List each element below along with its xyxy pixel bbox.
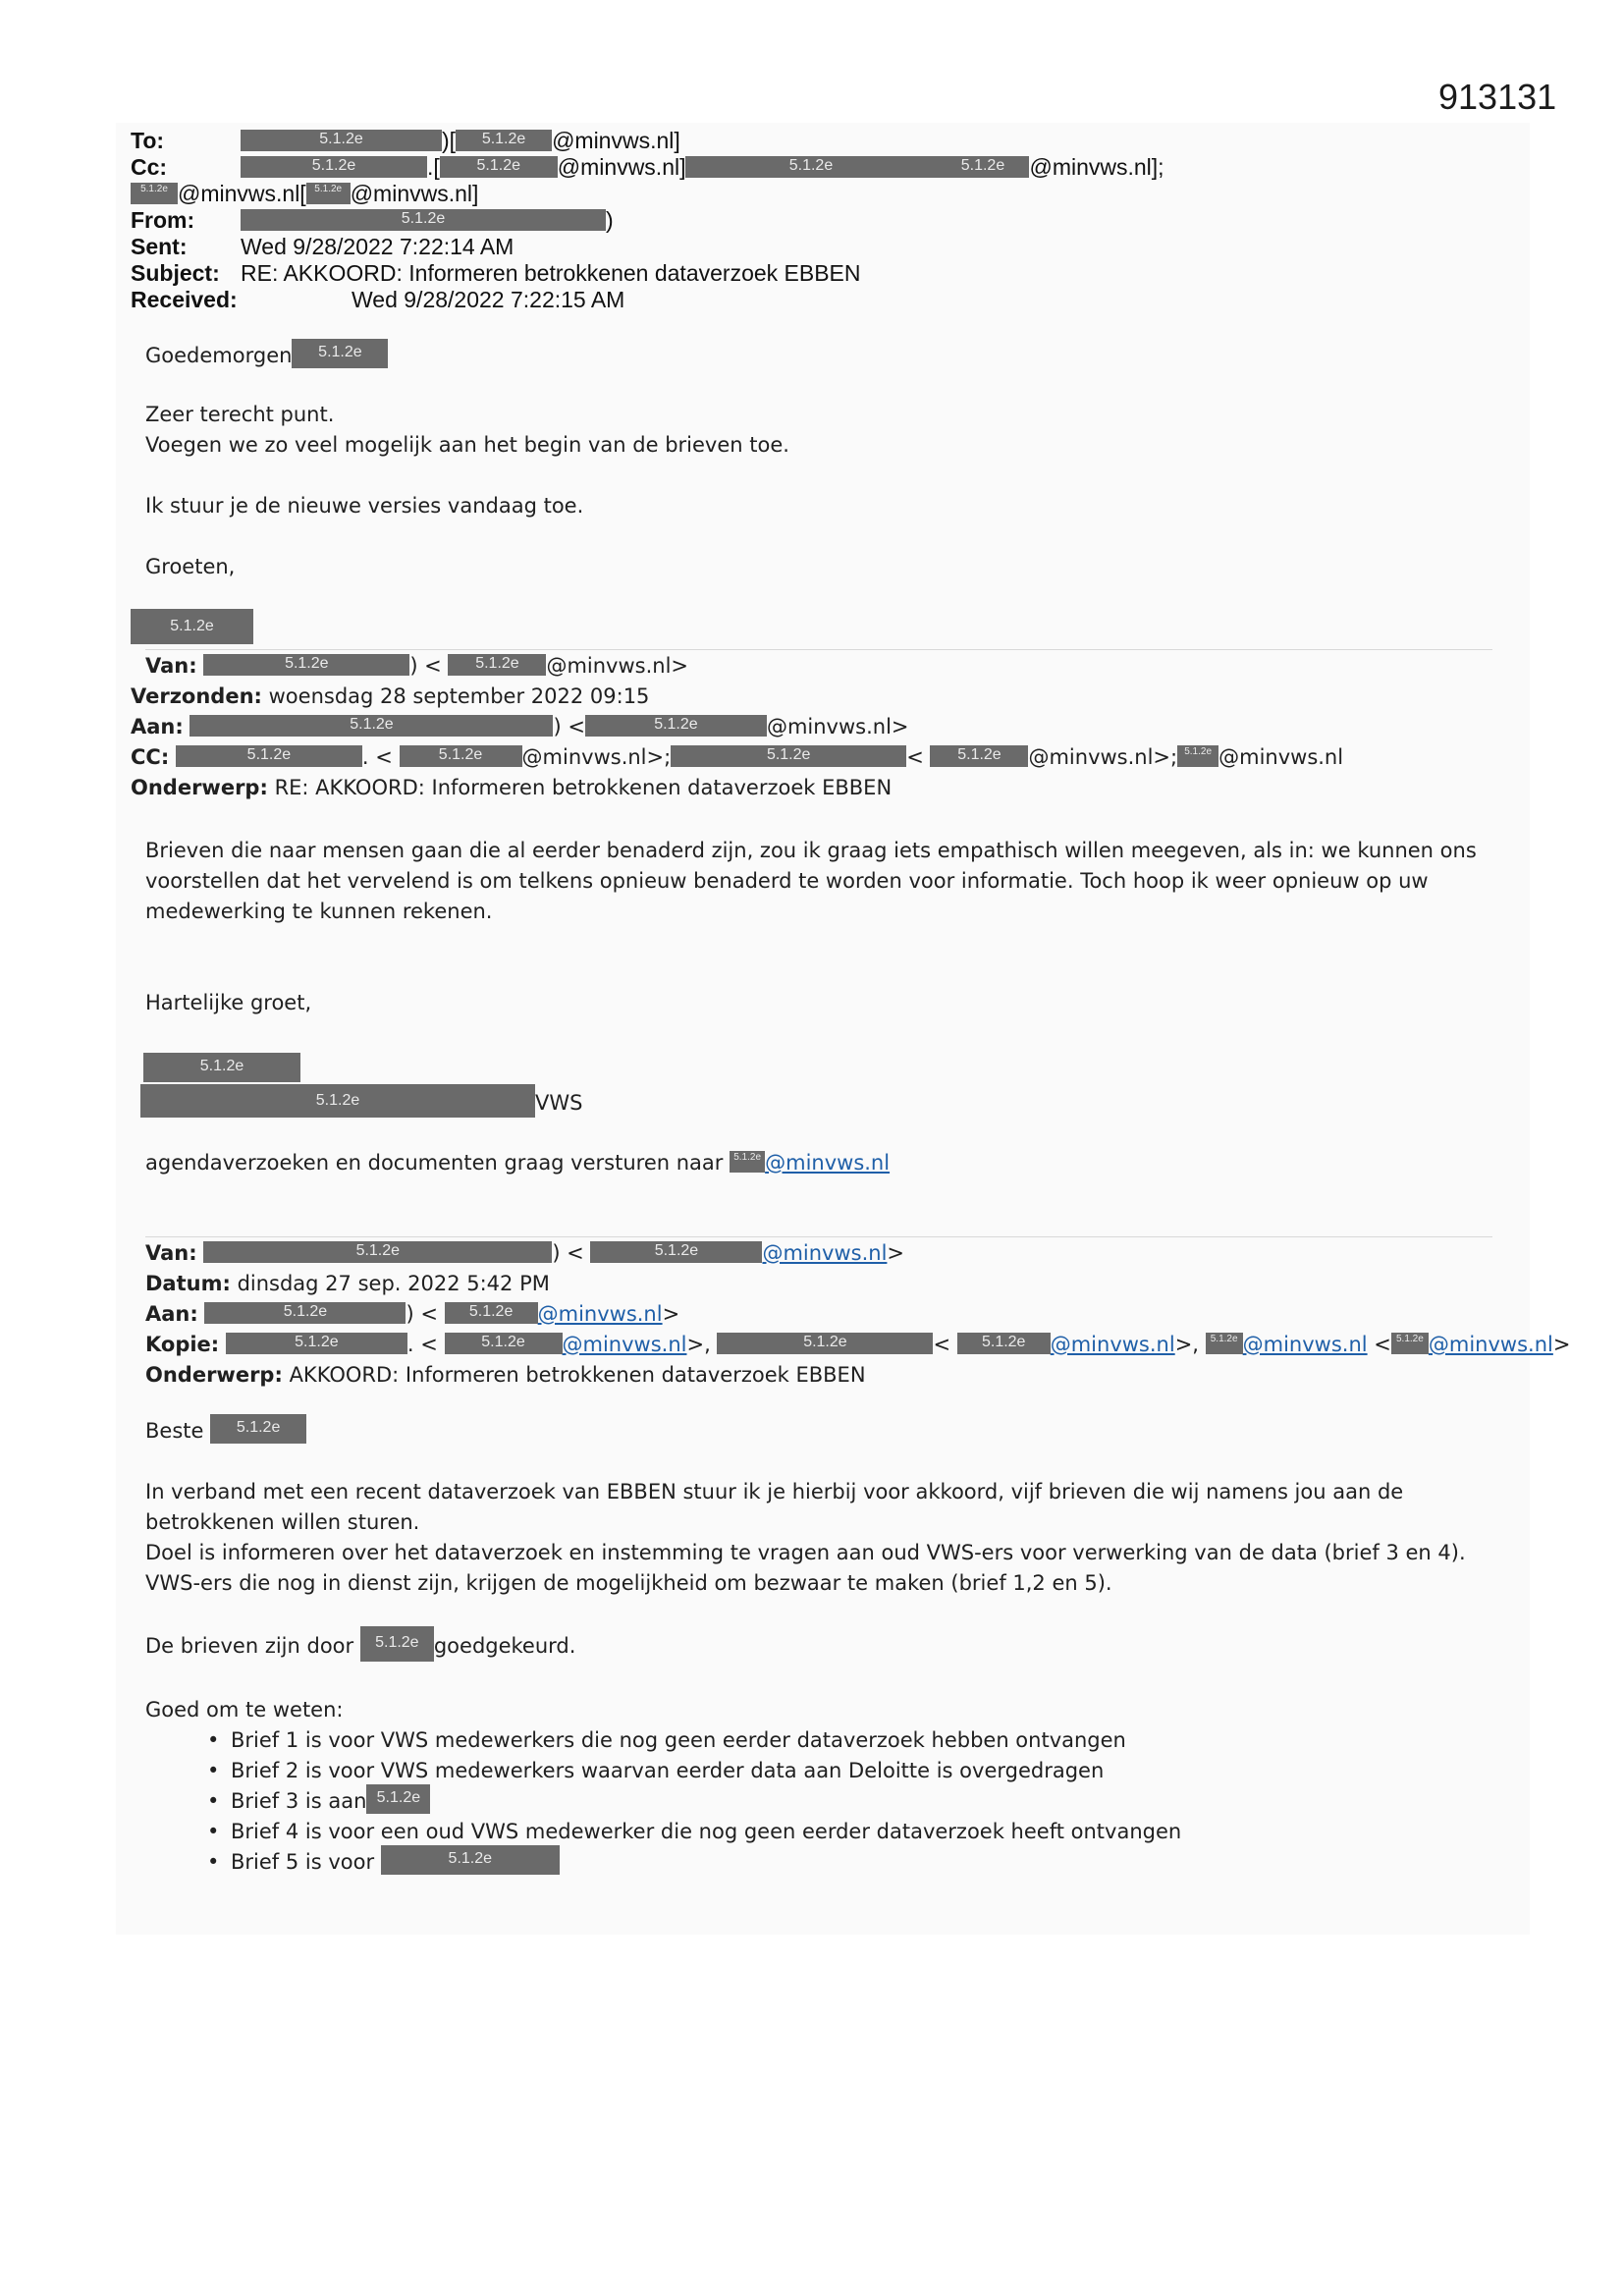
approval-line: De brieven zijn door 5.1.2e goedgekeurd. xyxy=(145,1629,1466,1665)
to-label: To: xyxy=(131,128,165,153)
redaction: 5.1.2e xyxy=(671,745,906,767)
separator xyxy=(145,1236,1492,1237)
redaction: 5.1.2e xyxy=(203,654,409,676)
body-line: Zeer terecht punt. xyxy=(145,403,335,426)
greeting: Goedemorgen 5.1.2e xyxy=(145,341,789,371)
separator xyxy=(145,649,1492,650)
agenda-email-link[interactable]: @minvws.nl xyxy=(765,1151,891,1175)
subject-value: RE: AKKOORD: Informeren betrokkenen dataverzoek EBBEN xyxy=(241,260,861,286)
message-1-body xyxy=(145,341,789,582)
body-line: Ik stuur je de nieuwe versies vandaag toe. xyxy=(145,494,584,518)
body-line: VWS-ers die nog in dienst zijn, krijgen de mogelijkheid om bezwaar te maken (brief 1,2 en 5). xyxy=(145,1571,1112,1595)
quoted-2-header xyxy=(145,1238,1570,1391)
body-line: voorstellen dat het vervelend is om telkens opnieuw benaderd te worden voor informatie. Toch hoop ik weer opnieuw op uw xyxy=(145,869,1429,893)
redaction: 5.1.2e xyxy=(360,1626,434,1662)
redaction: 5.1.2e xyxy=(366,1784,430,1814)
subject-row xyxy=(131,260,1535,287)
redaction: 5.1.2e xyxy=(717,1333,933,1354)
signature-redaction xyxy=(131,612,253,647)
redaction: 5.1.2e xyxy=(189,715,553,737)
body-line: medewerking te kunnen rekenen. xyxy=(145,900,493,923)
email-link[interactable]: @minvws.nl xyxy=(1428,1333,1553,1356)
redaction: 5.1.2e xyxy=(203,1241,552,1263)
redaction: 5.1.2e xyxy=(730,1151,765,1173)
email-link[interactable]: @minvws.nl xyxy=(537,1302,663,1326)
list-item: • Brief 4 is voor een oud VWS medewerker die nog geen eerder dataverzoek heeft ontvangen xyxy=(231,1817,1466,1847)
redaction: 5.1.2e xyxy=(445,1333,563,1354)
body-line: betrokkenen willen sturen. xyxy=(145,1510,420,1534)
signature-block xyxy=(143,1056,585,1121)
from-label: From: xyxy=(131,207,195,233)
cc-address-suffix: @minvws.nl]; xyxy=(1029,154,1164,180)
body-line: Voegen we zo veel mogelijk aan het begin van de brieven toe. xyxy=(145,433,789,457)
received-value: Wed 9/28/2022 7:22:15 AM xyxy=(352,287,625,312)
closing: Groeten, xyxy=(145,555,236,578)
email-link[interactable]: @minvws.nl xyxy=(762,1241,888,1265)
redaction: 5.1.2e xyxy=(176,745,362,767)
list-item: • Brief 2 is voor VWS medewerkers waarvan eerder data aan Deloitte is overgedragen xyxy=(231,1756,1466,1786)
quoted-1-header xyxy=(131,651,1343,803)
list-item: • Brief 5 is voor 5.1.2e xyxy=(231,1847,1466,1878)
sent-row xyxy=(131,234,1535,260)
redaction: 5.1.2e xyxy=(957,1333,1051,1354)
greeting: Beste 5.1.2e xyxy=(145,1416,1466,1447)
aan-row: Aan: 5.1.2e ) < 5.1.2e @minvws.nl> xyxy=(131,715,909,738)
redaction: 5.1.2e xyxy=(936,156,1029,178)
redaction: 5.1.2e xyxy=(204,1302,406,1324)
redaction: 5.1.2e xyxy=(140,1084,535,1118)
redaction: 5.1.2e xyxy=(292,339,388,368)
org-name: VWS xyxy=(535,1091,583,1115)
cc-address-suffix: @minvws.nl] xyxy=(557,154,686,180)
verzonden-row: Verzonden: woensdag 28 september 2022 09:15 xyxy=(131,684,650,708)
cc-address-suffix: @minvws.nl] xyxy=(350,181,479,206)
redaction: 5.1.2e xyxy=(1391,1333,1429,1354)
body-line: In verband met een recent dataverzoek van EBBEN stuur ik je hierbij voor akkoord, vijf brieven die wij namens jou aan de xyxy=(145,1480,1404,1503)
document-number: 913131 xyxy=(1438,77,1557,117)
cc-address-suffix: @minvws.nl[ xyxy=(178,181,306,206)
redaction: 5.1.2e xyxy=(226,1333,407,1354)
onderwerp-row: Onderwerp: AKKOORD: Informeren betrokkenen dataverzoek EBBEN xyxy=(145,1363,866,1387)
redaction: 5.1.2e xyxy=(930,745,1028,767)
cc-value-continued xyxy=(131,181,478,207)
kopie-row: Kopie: 5.1.2e . < 5.1.2e @minvws.nl>, 5.1.2e < 5.1.2e @minvws.nl>, 5.1.2e @minvws.nl < 5.1.2e @minvws.nl> xyxy=(145,1333,1571,1356)
list-item: • Brief 3 is aan 5.1.2e xyxy=(231,1786,1466,1817)
redaction: 5.1.2e xyxy=(306,183,351,204)
email-link[interactable]: @minvws.nl xyxy=(1242,1333,1368,1356)
aan-row: Aan: 5.1.2e ) < 5.1.2e @minvws.nl> xyxy=(145,1302,680,1326)
redaction: 5.1.2e xyxy=(381,1845,560,1875)
from-value: 5.1.2e ) xyxy=(241,207,614,234)
sent-value: Wed 9/28/2022 7:22:14 AM xyxy=(241,234,514,259)
van-row: Van: 5.1.2e ) < 5.1.2e @minvws.nl> xyxy=(145,654,689,678)
datum-row: Datum: dinsdag 27 sep. 2022 5:42 PM xyxy=(145,1272,550,1295)
subject-label: Subject: xyxy=(131,260,220,286)
cc-value: 5.1.2e .[ 5.1.2e @minvws.nl] 5.1.2e 5.1.2e @minvws.nl]; xyxy=(241,154,1164,181)
agenda-line: agendaverzoeken en documenten graag versturen naar 5.1.2e @minvws.nl xyxy=(145,1151,891,1175)
good-to-know: Goed om te weten: xyxy=(145,1698,344,1722)
to-address-suffix: @minvws.nl] xyxy=(552,128,680,153)
letter-list xyxy=(145,1725,1466,1878)
email-link[interactable]: @minvws.nl xyxy=(562,1333,687,1356)
cc-row: CC: 5.1.2e . < 5.1.2e @minvws.nl>; 5.1.2e < 5.1.2e @minvws.nl>; 5.1.2e @minvws.nl xyxy=(131,745,1344,769)
redaction: 5.1.2e xyxy=(241,156,427,178)
received-row xyxy=(131,287,1535,313)
cc-label: Cc: xyxy=(131,154,168,180)
redaction: 5.1.2e xyxy=(585,715,767,737)
redaction: 5.1.2e xyxy=(456,130,552,151)
redaction: 5.1.2e xyxy=(1206,1333,1243,1354)
list-item: • Brief 1 is voor VWS medewerkers die nog geen eerder dataverzoek hebben ontvangen xyxy=(231,1725,1466,1756)
redaction: 5.1.2e xyxy=(590,1241,762,1263)
received-label: Received: xyxy=(131,287,238,312)
to-value: 5.1.2e )[ 5.1.2e @minvws.nl] xyxy=(241,128,680,154)
redaction: 5.1.2e xyxy=(131,183,178,204)
redaction: 5.1.2e xyxy=(210,1414,306,1444)
sent-label: Sent: xyxy=(131,234,188,259)
redaction: 5.1.2e xyxy=(241,130,442,151)
redaction: 5.1.2e xyxy=(445,1302,538,1324)
quoted-2-body xyxy=(145,1416,1466,1878)
to-row xyxy=(131,128,1535,154)
email-link[interactable]: @minvws.nl xyxy=(1050,1333,1175,1356)
email-header xyxy=(131,128,1535,313)
redaction: 5.1.2e xyxy=(131,609,253,644)
van-row: Van: 5.1.2e ) < 5.1.2e @minvws.nl> xyxy=(145,1241,905,1265)
onderwerp-row: Onderwerp: RE: AKKOORD: Informeren betrokkenen dataverzoek EBBEN xyxy=(131,776,893,799)
redaction: 5.1.2e xyxy=(241,209,606,231)
redaction: 5.1.2e xyxy=(1177,745,1218,767)
redaction: 5.1.2e xyxy=(440,156,558,178)
cc-row xyxy=(131,154,1535,181)
redaction: 5.1.2e xyxy=(400,745,522,767)
body-line: Brieven die naar mensen gaan die al eerder benaderd zijn, zou ik graag iets empathisch willen meegeven, als in: we kunnen ons xyxy=(145,839,1477,862)
redaction: 5.1.2e xyxy=(448,654,546,676)
closing: Hartelijke groet, xyxy=(145,991,312,1014)
quoted-1-body xyxy=(145,836,1477,1018)
cc-row-continued xyxy=(131,181,1535,207)
from-row xyxy=(131,207,1535,234)
redaction: 5.1.2e xyxy=(143,1053,300,1082)
redaction: 5.1.2e xyxy=(685,156,936,178)
body-line: Doel is informeren over het dataverzoek en instemming te vragen aan oud VWS-ers voor verwerking van de data (brief 3 en 4). xyxy=(145,1541,1466,1564)
